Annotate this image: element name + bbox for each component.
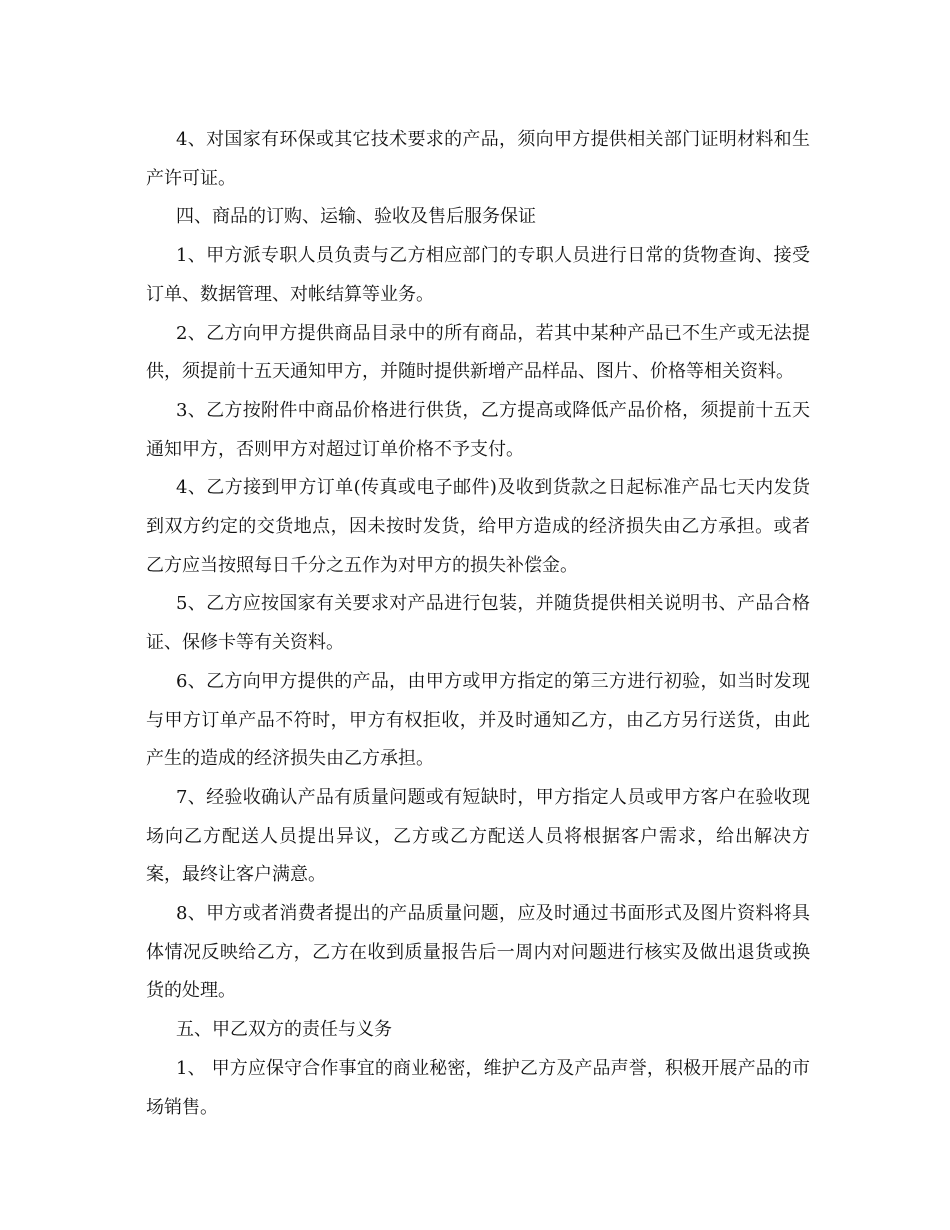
section-heading-ordering: 四、商品的订购、运输、验收及售后服务保证 [176,206,536,228]
paragraph-item-2-catalog: 2、乙方向甲方提供商品目录中的所有商品，若其中某种产品已不生产或无法提供，须提前十五天通知甲方，并随时提供新增产品样品、图片、价格等相关资料。 [146,322,810,383]
paragraph-item-4-qualification: 4、对国家有环保或其它技术要求的产品，须向甲方提供相关部门证明材料和生产许可证。 [146,129,810,189]
section-heading-responsibilities: 五、甲乙双方的责任与义务 [176,1019,392,1041]
paragraph-item-6-inspection: 6、乙方向甲方提供的产品，由甲方或甲方指定的第三方进行初验，如当时发现与甲方订单产品不符时，甲方有权拒收，并及时通知乙方，由乙方另行送货，由此产生的造成的经济损失由乙方承担。 [146,670,810,770]
paragraph-item-7-quality: 7、经验收确认产品有质量问题或有短缺时，甲方指定人员或甲方客户在验收现场向乙方配送人员提出异议，乙方或乙方配送人员将根据客户需求，给出解决方案，最终让客户满意。 [146,786,810,886]
paragraph-item-3-pricing: 3、乙方按附件中商品价格进行供货，乙方提高或降低产品价格，须提前十五天通知甲方，否则甲方对超过订单价格不予支付。 [146,399,810,460]
paragraph-item-1-staff: 1、甲方派专职人员负责与乙方相应部门的专职人员进行日常的货物查询、接受订单、数据管理、对帐结算等业务。 [146,245,810,305]
paragraph-item-8-feedback: 8、甲方或者消费者提出的产品质量问题，应及时通过书面形式及图片资料将具体情况反映给乙方，乙方在收到质量报告后一周内对问题进行核实及做出退货或换货的处理。 [146,903,810,1002]
paragraph-item-4-delivery: 4、乙方接到甲方订单(传真或电子邮件)及收到货款之日起标准产品七天内发货到双方约定的交货地点，因未按时发货，给甲方造成的经济损失由乙方承担。或者乙方应当按照每日千分之五作为对甲方的损失补偿金。 [146,477,810,576]
document-body [146,121,810,1127]
paragraph-item-1-confidentiality: 1、 甲方应保守合作事宜的商业秘密，维护乙方及产品声誉，积极开展产品的市场销售。 [146,1057,810,1118]
paragraph-item-5-packaging: 5、乙方应按国家有关要求对产品进行包装，并随货提供相关说明书、产品合格证、保修卡等有关资料。 [146,593,810,654]
